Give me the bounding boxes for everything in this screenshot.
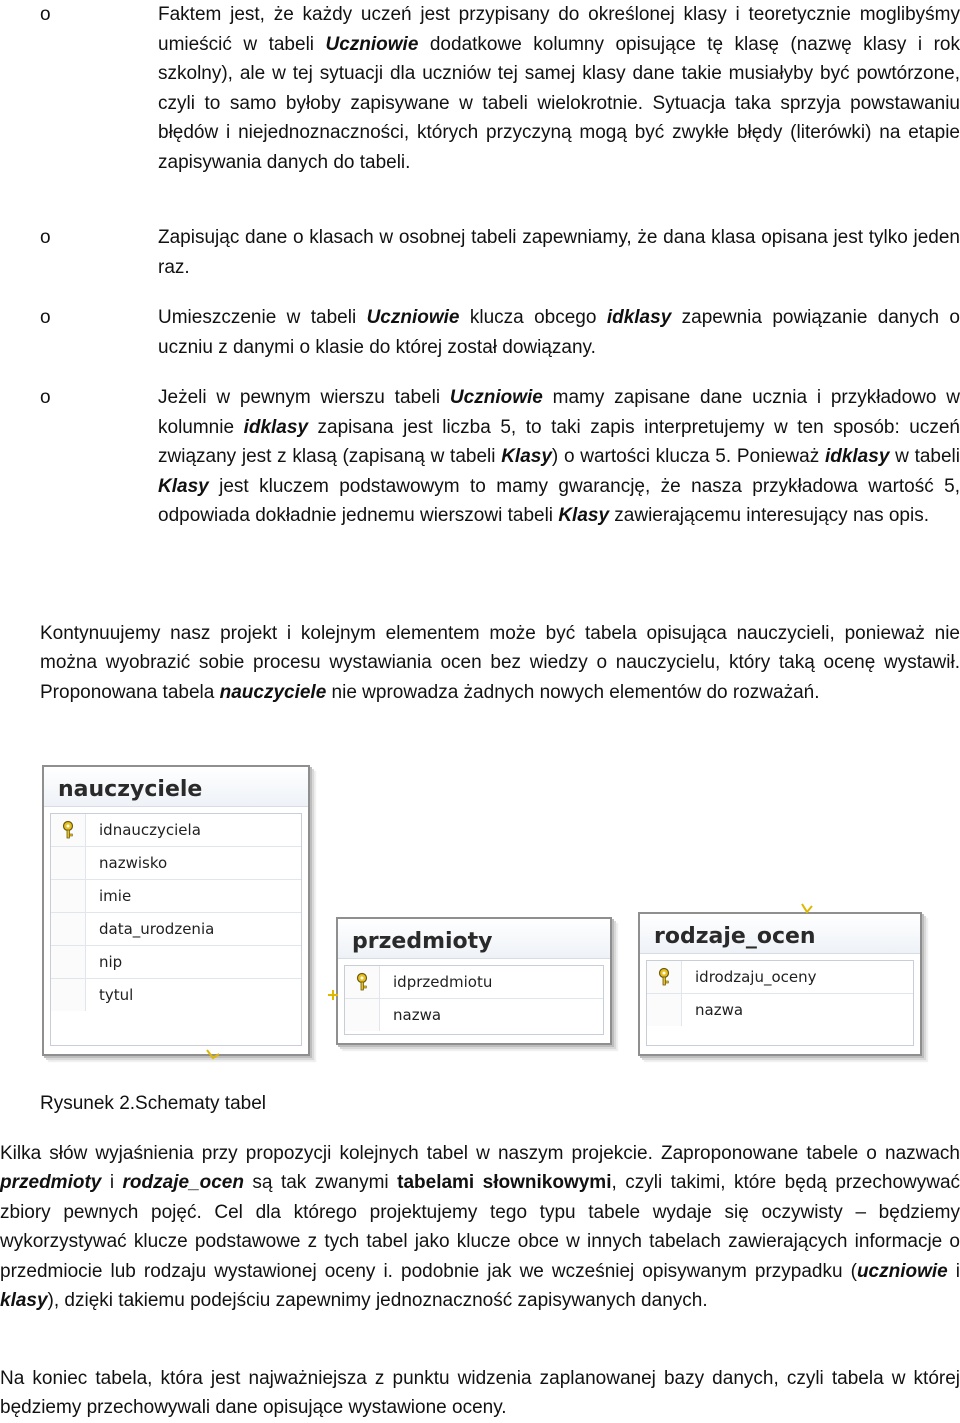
text-run: klucza obcego: [459, 307, 607, 328]
emphasis-column-name: idklasy: [243, 416, 309, 438]
primary-key-icon: [353, 972, 371, 992]
emphasis-table-name: przedmioty: [0, 1172, 102, 1194]
emphasis-table-name: Klasy: [558, 505, 610, 526]
connector-marker-icon: [800, 902, 814, 916]
schema-column-row: [345, 966, 603, 999]
text-run: ) o wartości klucza 5. Ponieważ: [551, 446, 825, 467]
bullet-text: [158, 303, 960, 362]
schema-table-title: przedmioty: [338, 919, 610, 959]
emphasis-table-name: rodzaje_ocen: [122, 1172, 244, 1194]
paragraph-teachers: [40, 619, 960, 707]
schema-column-list: [344, 965, 604, 1035]
text-run: jest kluczem podstawowym to mamy gwarancję, że nasza przykładowa wartość 5, odpowiada dokładnie jednemu wierszowi tabeli: [158, 475, 960, 526]
emphasis-table-name: Uczniowie: [325, 33, 419, 55]
text-run: Kontynuujemy nasz projekt i kolejnym elementem może być tabela opisująca nauczycieli, ponieważ nie można wyobrazić sobie procesu wystawiania ocen bez wiedzy o nauczycielu, który taką ocenę wystawił. Proponowana tabela: [40, 623, 960, 703]
paragraph-dictionary-tables: [0, 1139, 960, 1315]
column-name: data_urodzenia: [99, 920, 215, 938]
schema-table-title: rodzaje_ocen: [640, 914, 920, 954]
emphasis-table-name: Klasy: [501, 446, 552, 467]
emphasis-table-name: nauczyciele: [219, 681, 327, 703]
bullet-text: [158, 0, 960, 177]
text-run: dodatkowe kolumny opisujące tę klasę (nazwę klasy i rok szkolny), ale w tej sytuacji dla uczniów tej samej klasy dane takie musiałyby być powtórzone, czyli to samo byłoby zapisywane w tabeli wielokrotnie. Sytuacja taka sprzyja powstawaniu błędów i niejednoznaczności, których przyczyną mogą być zwykłe błędy (literówki) na etapie zapisywania danych do tabeli.: [158, 33, 960, 173]
primary-key-icon: [59, 820, 77, 840]
bullet-marker: o: [40, 387, 51, 408]
schema-column-row: [51, 946, 301, 979]
schema-column-row: [51, 913, 301, 946]
column-name: idrodzaju_oceny: [695, 968, 817, 986]
bullet-marker: o: [40, 4, 51, 25]
text-run: Jeżeli w pewnym wierszu tabeli: [158, 387, 450, 408]
schema-column-row: [51, 814, 301, 847]
schema-column-row: [647, 994, 913, 1026]
schema-column-row: [345, 999, 603, 1031]
text-run: i: [101, 1172, 123, 1194]
text-run: , czyli takimi, które będą przechowywać zbiory pewnych pojęć. Cel dla którego projektujemy tego typu tabele wydaje się oczywisty – będziemy wykorzystywać klucze podstawowe z tych tabel jako klucze obce w innych tabelach zawierających informacje o przedmiocie lub rodzaju wystawionej oceny i. podobnie jak we wcześniej opisywanym przypadku (: [0, 1172, 960, 1282]
column-name: tytul: [99, 986, 134, 1004]
column-name: imie: [99, 887, 132, 905]
column-name: nazwa: [695, 1001, 744, 1019]
column-name: idnauczyciela: [99, 821, 201, 839]
primary-key-icon: [655, 967, 673, 987]
paragraph-grades-table: Na koniec tabela, która jest najważniejsza z punktu widzenia zaplanowanej bazy danych, czyli tabela w której będziemy przechowywali dane opisujące wystawione oceny.: [0, 1368, 960, 1419]
bullet-marker: o: [40, 227, 51, 248]
column-name: nip: [99, 953, 123, 971]
schema-table-title: nauczyciele: [44, 767, 308, 807]
column-name: nazwisko: [99, 854, 168, 872]
schema-table-przedmioty: [336, 917, 612, 1045]
text-run: Kilka słów wyjaśnienia przy propozycji kolejnych tabel w naszym projekcie. Zaproponowane tabele o nazwach: [0, 1143, 960, 1164]
emphasis-column-name: idklasy: [824, 446, 890, 467]
text-run: zapisana jest liczba 5, to taki zapis interpretujemy w ten sposób: uczeń związany jest z klasą (zapisaną w tabeli: [158, 416, 960, 467]
text-run: mamy zapisane dane ucznia i przykładowo w kolumnie: [158, 387, 960, 438]
text-run: zawierającemu interesujący nas opis.: [609, 505, 930, 526]
emphasis-table-name: Klasy: [158, 475, 209, 497]
column-name: idprzedmiotu: [393, 973, 493, 991]
schema-column-row: [647, 961, 913, 994]
emphasis-table-name: Uczniowie: [366, 307, 460, 328]
figure-caption: Rysunek 2.Schematy tabel: [40, 1093, 267, 1114]
text-run: Faktem jest, że każdy uczeń jest przypisany do określonej klasy i teoretycznie moglibyśmy umieścić w tabeli: [158, 4, 960, 55]
connector-marker-icon: [205, 1048, 221, 1064]
emphasis-table-name: uczniowie: [856, 1260, 948, 1282]
text-run: Umieszczenie w tabeli: [158, 307, 367, 328]
schema-table-rodzaje-ocen: [638, 912, 922, 1056]
schema-table-nauczyciele: [42, 765, 310, 1056]
emphasis-term: tabelami słownikowymi: [397, 1172, 612, 1194]
bullet-text: [158, 383, 960, 531]
emphasis-column-name: idklasy: [606, 307, 672, 328]
schema-column-list: [50, 813, 302, 1046]
emphasis-table-name: Uczniowie: [449, 387, 543, 408]
text-run: Zapisując dane o klasach w osobnej tabeli zapewniamy, że dana klasa opisana jest tylko jeden raz.: [158, 227, 960, 278]
emphasis-table-name: klasy: [0, 1290, 48, 1312]
schema-column-row: [51, 979, 301, 1011]
schema-column-row: [51, 847, 301, 880]
column-name: nazwa: [393, 1006, 442, 1024]
schema-column-row: [51, 880, 301, 913]
text-run: i: [947, 1260, 960, 1282]
connector-marker-icon: [326, 988, 340, 1002]
text-run: nie wprowadza żadnych nowych elementów do rozważań.: [326, 681, 820, 703]
text-run: są tak zwanymi: [243, 1172, 398, 1194]
bullet-text: [158, 223, 960, 282]
text-run: w tabeli: [889, 446, 960, 467]
text-run: ), dzięki takiemu podejściu zapewnimy jednoznaczność zapisywanych danych.: [47, 1290, 708, 1312]
text-run: zapewnia powiązanie danych o uczniu z danymi o klasie do której został dowiązany.: [158, 307, 960, 358]
bullet-marker: o: [40, 307, 51, 328]
schema-column-list: [646, 960, 914, 1046]
